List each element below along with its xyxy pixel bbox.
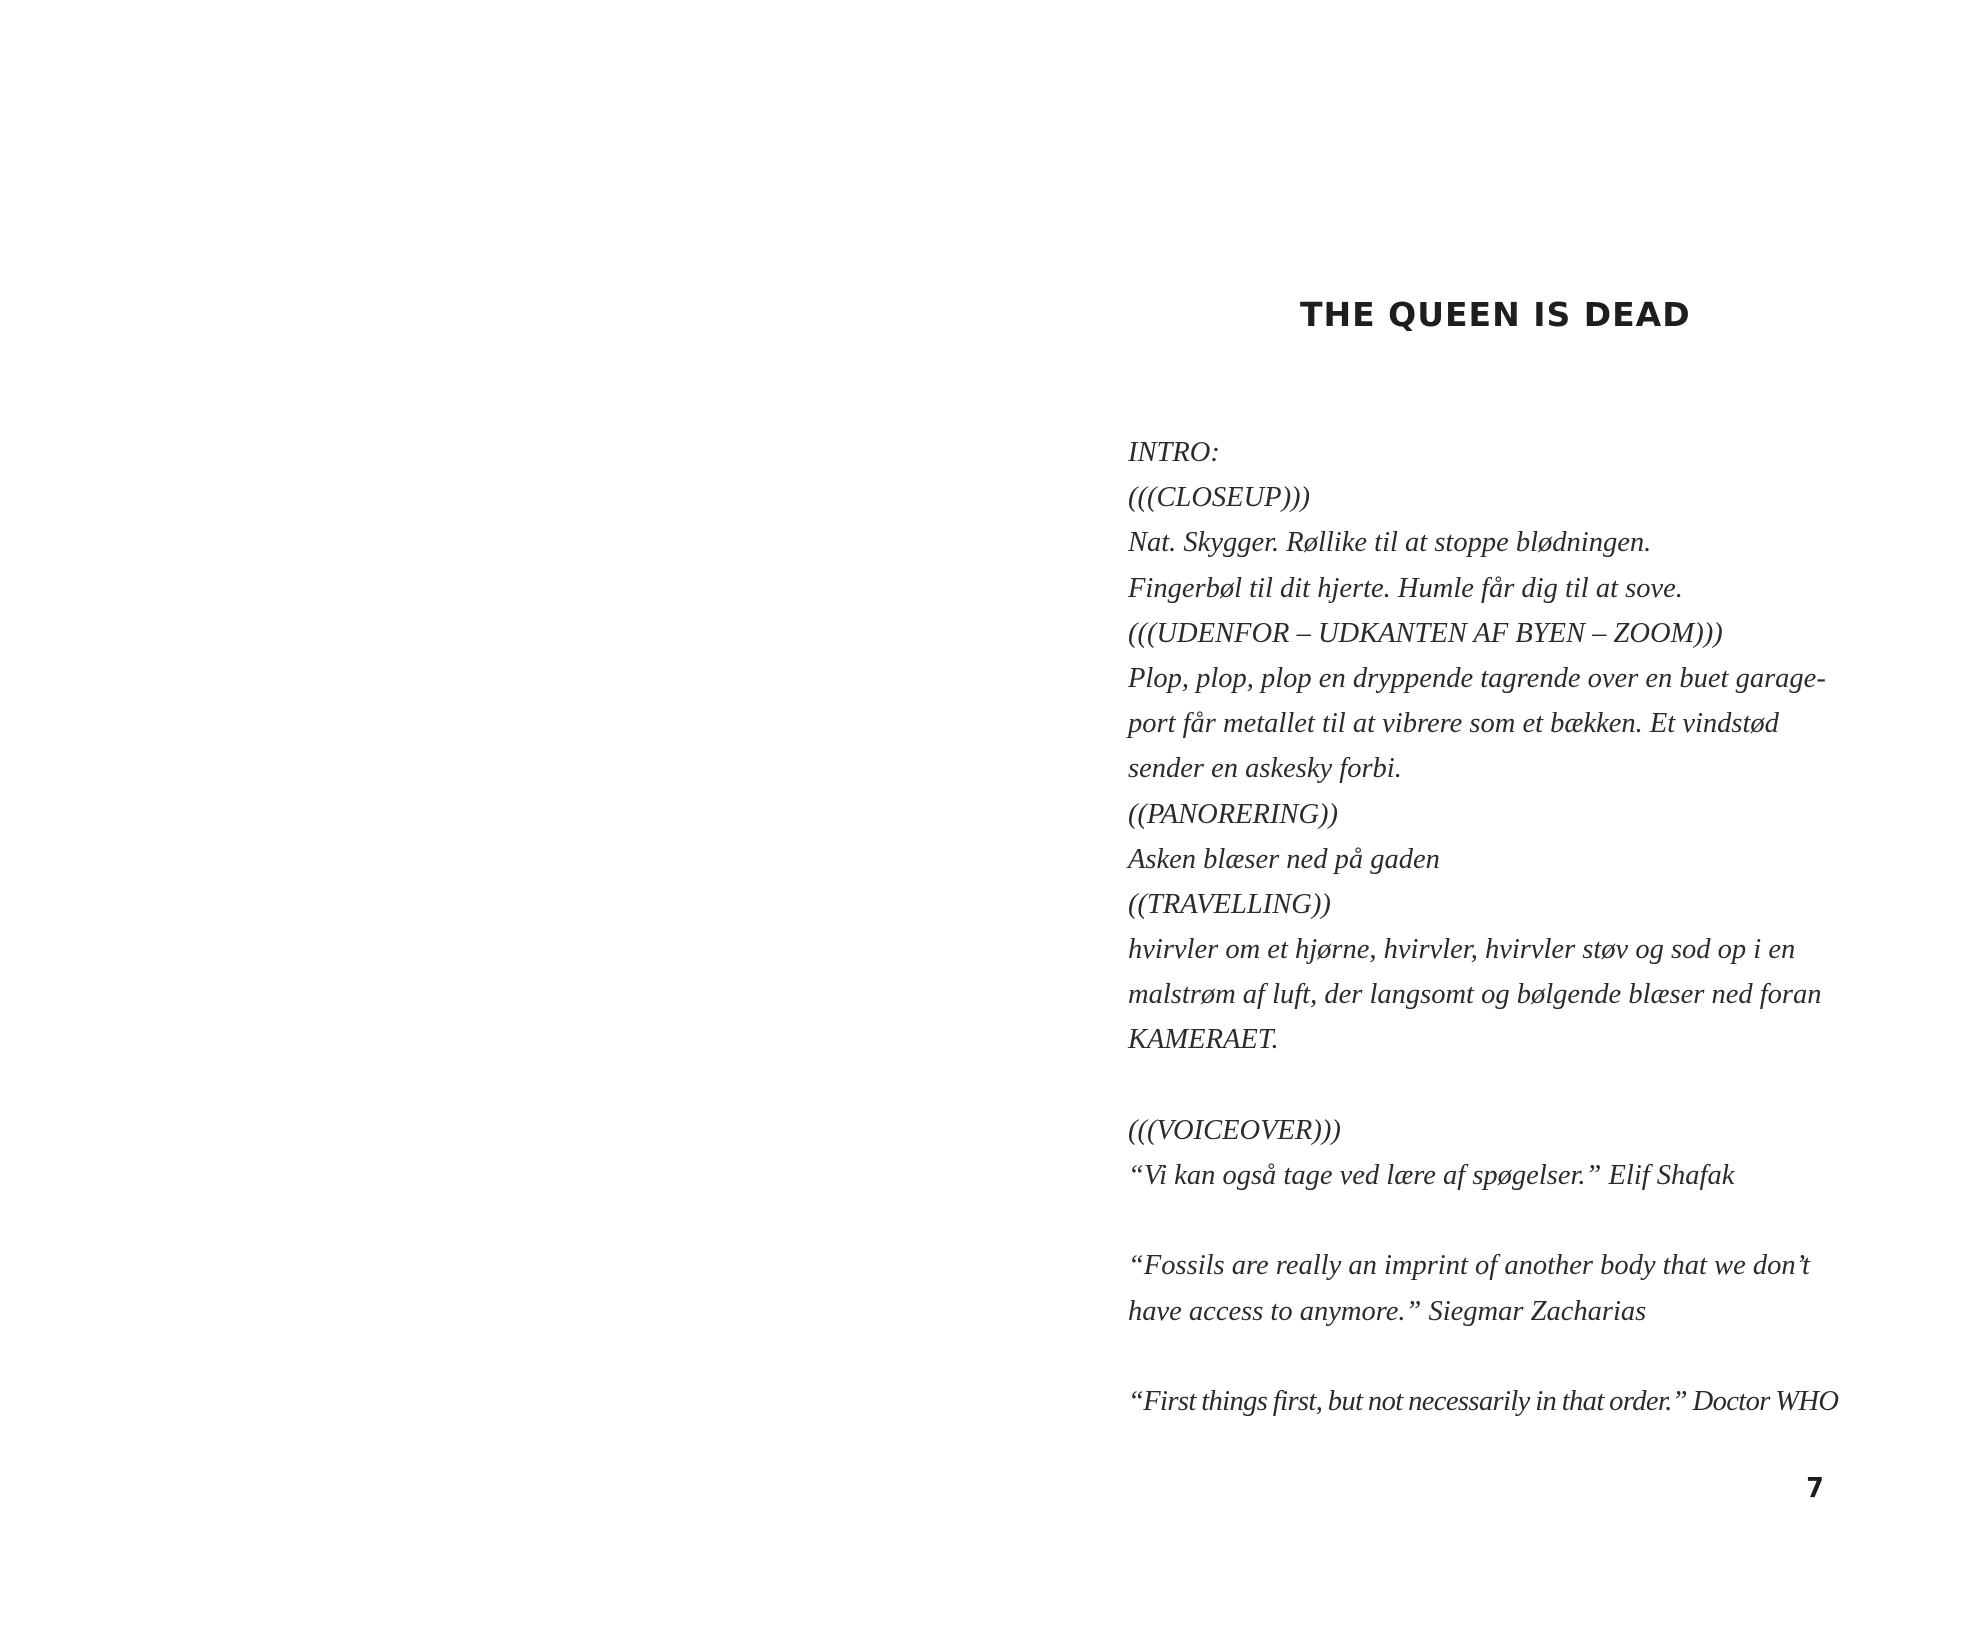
body-line: KAMERAET. xyxy=(1128,1024,1279,1056)
paragraph-gap xyxy=(1128,1063,1863,1108)
quote-line: have access to anymore.” Siegmar Zacharias xyxy=(1128,1295,1647,1327)
body-line: hvirvler om et hjørne, hvirvler, hvirvler støv og sod op i en xyxy=(1128,934,1796,966)
quote-line: “Vi kan også tage ved lære af spøgelser.” Elif Shafak xyxy=(1128,1160,1735,1191)
quote-line: “Fossils are really an imprint of another body that we don’t xyxy=(1128,1250,1810,1282)
page-number: 7 xyxy=(1806,1471,1824,1504)
body-line: sender en askesky forbi. xyxy=(1128,753,1402,785)
stage-direction-travelling: ((TRAVELLING)) xyxy=(1128,888,1331,920)
quote-line: “First things first, but not necessarily in that order.” Doctor WHO xyxy=(1128,1385,1839,1417)
body-line: Plop, plop, plop en dryppende tagrende over en buet garage- xyxy=(1128,662,1826,694)
stage-direction-panorering: ((PANORERING)) xyxy=(1128,798,1339,830)
body-line: Asken blæser ned på gaden xyxy=(1128,843,1440,875)
paragraph-gap xyxy=(1128,1334,1863,1379)
stage-direction-voiceover: (((VOICEOVER))) xyxy=(1128,1114,1341,1146)
paragraph-gap xyxy=(1128,1198,1863,1243)
body-line: Nat. Skygger. Røllike til at stoppe blødningen. xyxy=(1128,527,1652,559)
body-line: port får metallet til at vibrere som et bækken. Et vindstød xyxy=(1128,708,1779,740)
stage-direction-zoom: (((UDENFOR – UDKANTEN AF BYEN – ZOOM))) xyxy=(1128,617,1723,649)
body-line: malstrøm af luft, der langsomt og bølgende blæser ned foran xyxy=(1128,979,1822,1011)
intro-label: INTRO: xyxy=(1128,437,1220,468)
chapter-title: THE QUEEN IS DEAD xyxy=(1300,295,1691,334)
body-line: Fingerbøl til dit hjerte. Humle får dig til at sove. xyxy=(1128,572,1683,604)
stage-direction-closeup: (((CLOSEUP))) xyxy=(1128,482,1311,514)
chapter-body xyxy=(1128,430,1863,1424)
